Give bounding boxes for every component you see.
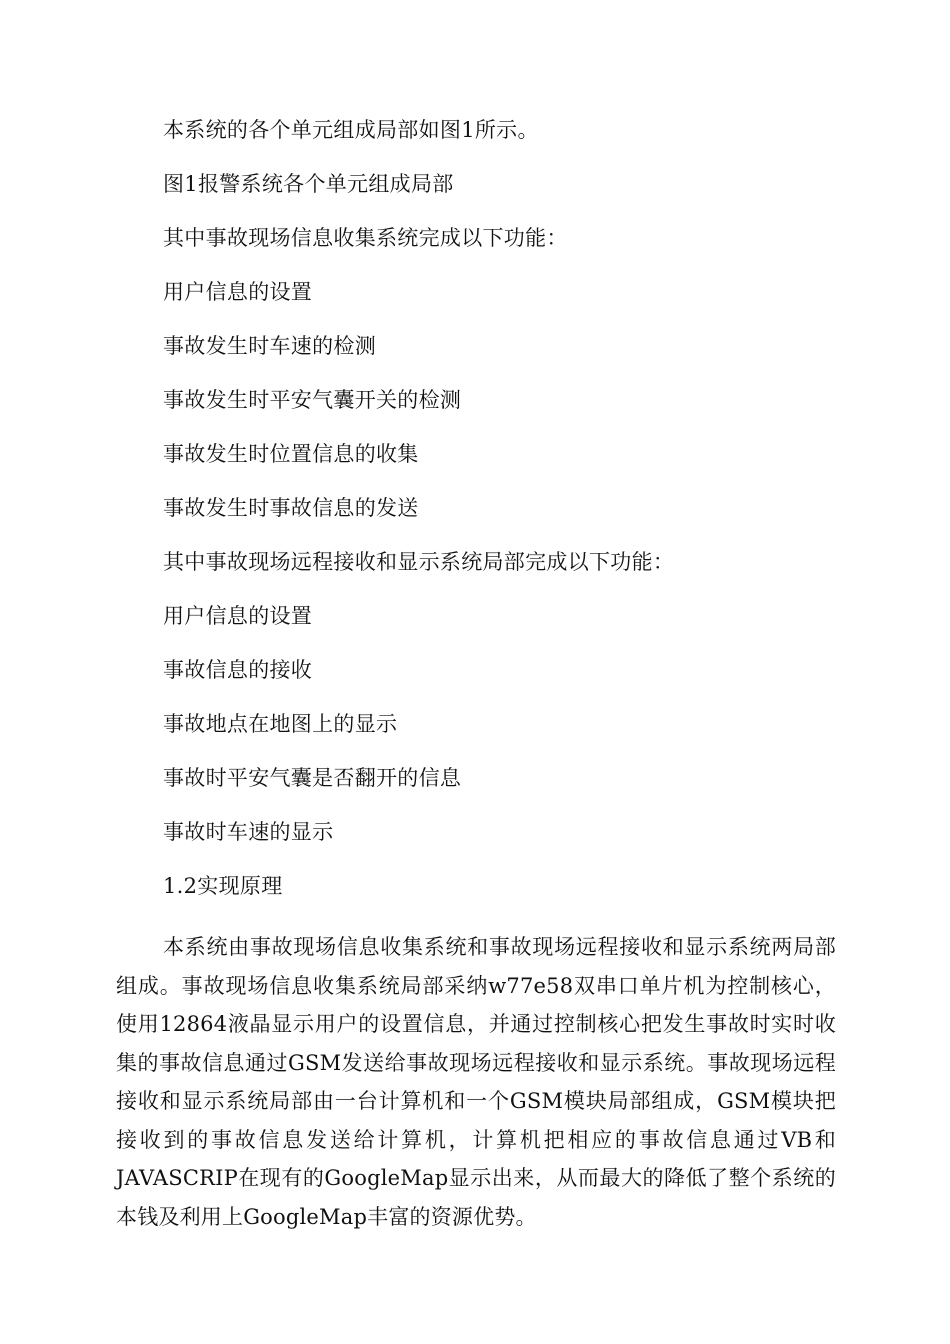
text-line-intro: 本系统的各个单元组成局部如图1所示。 — [163, 118, 539, 142]
list-item: 事故地点在地图上的显示 — [163, 712, 398, 736]
list-item: 事故信息的接收 — [163, 658, 313, 682]
body-paragraph: 本系统由事故现场信息收集系统和事故现场远程接收和显示系统两局部组成。事故现场信息收集系统局部采纳w77e58双串口单片机为控制核心，使用12864液晶显示用户的设置信息，并通过控制核心把发生事故时实时收集的事故信息通过GSM发送给事故现场远程接收和显示系统。事故现场远程接收和显示系统局部由一台计算机和一个GSM模块局部组成，GSM模块把接收到的事故信息发送给计算机，计算机把相应的事故信息通过VB和JAVASCRIP在现有的GoogleMap显示出来，从而最大的降低了整个系统的本钱及利用上GoogleMap丰富的资源优势。 — [116, 935, 836, 1229]
list-item: 用户信息的设置 — [163, 604, 313, 628]
text-line-remote-functions: 其中事故现场远程接收和显示系统局部完成以下功能： — [163, 550, 675, 574]
section-heading: 1.2实现原理 — [163, 874, 283, 898]
list-item: 事故发生时车速的检测 — [163, 334, 376, 358]
list-item: 事故时车速的显示 — [163, 820, 334, 844]
text-line-collection-functions: 其中事故现场信息收集系统完成以下功能： — [163, 226, 568, 250]
figure-caption: 图1报警系统各个单元组成局部 — [163, 172, 454, 196]
list-item: 用户信息的设置 — [163, 280, 313, 304]
list-item: 事故发生时平安气囊开关的检测 — [163, 388, 462, 412]
list-item: 事故发生时事故信息的发送 — [163, 496, 419, 520]
list-item: 事故发生时位置信息的收集 — [163, 442, 419, 466]
list-item: 事故时平安气囊是否翻开的信息 — [163, 766, 462, 790]
